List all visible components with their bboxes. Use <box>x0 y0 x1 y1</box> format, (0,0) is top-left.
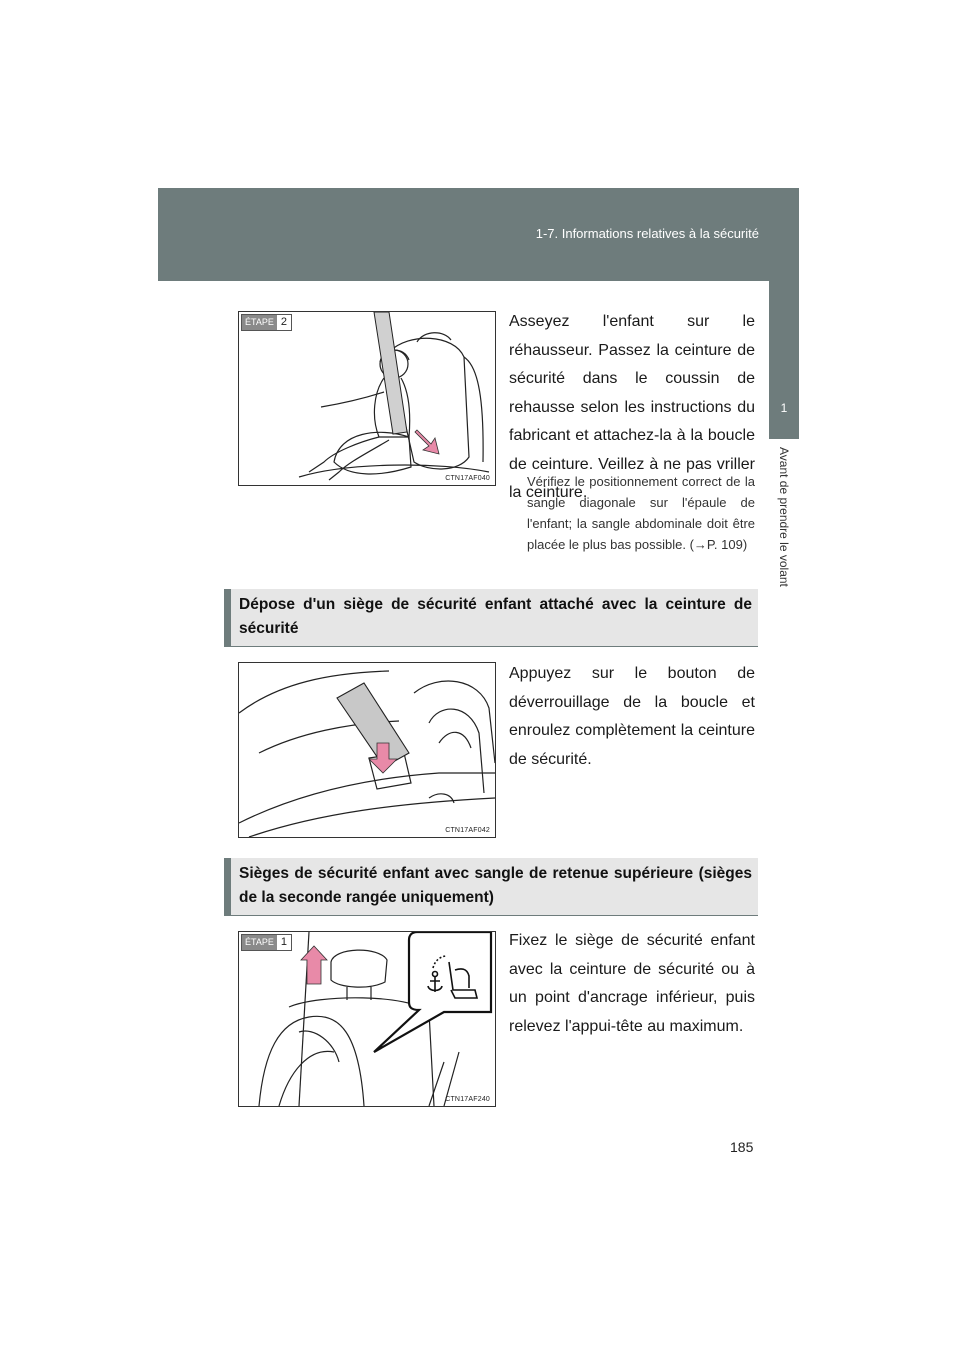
side-tab <box>769 281 799 439</box>
side-tab-label: Avant de prendre le volant <box>777 447 791 587</box>
section-heading-top-tether: Sièges de sécurité enfant avec sangle de retenue supérieure (sièges de la seconde rangée uniquement) <box>224 858 758 916</box>
illustration-buckle-release <box>239 663 495 837</box>
section2-instruction: Fixez le siège de sécurité enfant avec la ceinture de sécurité ou à un point d'ancrage inférieur, puis relevez l'appui-tête au maximum. <box>509 932 755 1035</box>
figure-code: CTN17AF240 <box>445 1096 490 1103</box>
section-heading-removal: Dépose d'un siège de sécurité enfant attaché avec la ceinture de sécurité <box>224 589 758 647</box>
step-badge: ÉTAPE 2 <box>241 314 292 331</box>
figure-code: CTN17AF040 <box>445 475 490 482</box>
chapter-title: 1-7. Informations relatives à la sécurité <box>535 226 759 241</box>
figure-step2-child-booster <box>238 311 496 486</box>
figure-code: CTN17AF042 <box>445 827 490 834</box>
figure-step1-headrest <box>238 931 496 1107</box>
step-badge: ÉTAPE 1 <box>241 934 292 951</box>
chapter-header <box>158 188 799 281</box>
illustration-child-booster <box>239 312 495 485</box>
section1-instruction: Appuyez sur le bouton de déverrouillage de la boucle et enroulez complètement la ceinture de sécurité. <box>509 665 755 768</box>
page-number: 185 <box>730 1139 754 1155</box>
side-tab-number: 1 <box>780 401 788 415</box>
step2-note: Vérifiez le positionnement correct de la sangle diagonale sur l'épaule de l'enfant; la sangle abdominale doit être placée le plus bas possible. (→P. 109) <box>527 474 755 552</box>
illustration-headrest-raise <box>239 932 495 1106</box>
step2-instruction: Asseyez l'enfant sur le réhausseur. Passez la ceinture de sécurité dans le coussin de rehausse selon les instructions du fabricant et attachez-la à la boucle de ceinture. Veillez à ne pas vriller la ceinture. <box>509 313 755 501</box>
figure-buckle-release <box>238 662 496 838</box>
